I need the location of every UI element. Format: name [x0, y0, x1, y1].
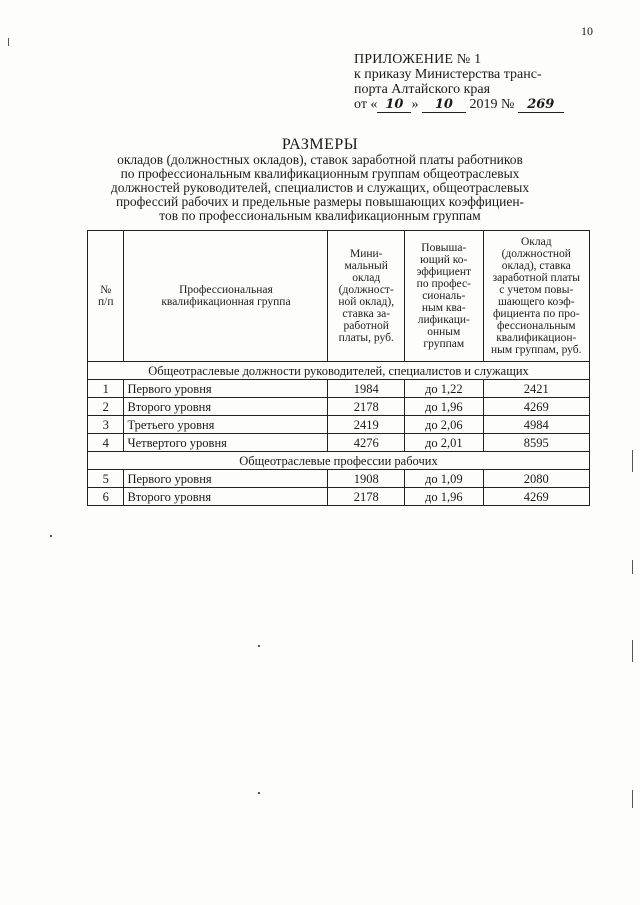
title-line: по профессиональным квалификационным группам общеотраслевых	[120, 166, 520, 181]
appendix-order-line-1: к приказу Министерства транс-	[354, 67, 542, 82]
section-header-row	[88, 452, 590, 470]
header-min-salary	[328, 231, 405, 362]
cell-group: Второго уровня	[124, 488, 328, 506]
header-group	[124, 231, 328, 362]
header-line: Мини-	[349, 248, 383, 260]
date-year: 2019 №	[469, 97, 515, 112]
table-header-row	[88, 231, 590, 362]
cell-total-salary: 4984	[483, 416, 589, 434]
header-line: квалификационная группа	[161, 296, 291, 308]
cell-total-salary: 4269	[483, 488, 589, 506]
cell-coefficient: до 1,09	[405, 470, 484, 488]
date-mid: »	[411, 97, 419, 112]
header-line: Повыша-	[421, 242, 467, 254]
header-num	[88, 231, 124, 362]
cell-num: 5	[88, 470, 124, 488]
header-line: платы, руб.	[338, 332, 394, 344]
table-row	[88, 470, 590, 488]
cell-coefficient: до 2,01	[405, 434, 484, 452]
salary-table	[87, 230, 590, 506]
section-title: Общеотраслевые профессии рабочих	[88, 452, 590, 470]
header-line: оклад	[352, 272, 381, 284]
header-line: ставка за-	[342, 308, 391, 320]
header-line: шающего коэф-	[497, 296, 575, 308]
cell-min-salary: 2178	[328, 398, 405, 416]
section-title: Общеотраслевые должности руководителей, специалистов и служащих	[88, 362, 590, 380]
cell-num: 2	[88, 398, 124, 416]
header-total-salary	[483, 231, 589, 362]
date-prefix: от «	[354, 97, 378, 112]
cell-group: Четвертого уровня	[124, 434, 328, 452]
cell-num: 3	[88, 416, 124, 434]
header-line: ным ква-	[421, 302, 466, 314]
cell-total-salary: 2421	[483, 380, 589, 398]
cell-total-salary: 2080	[483, 470, 589, 488]
cell-num: 1	[88, 380, 124, 398]
table-row	[88, 488, 590, 506]
header-line: ным группам, руб.	[491, 344, 582, 356]
scan-mark	[632, 790, 633, 808]
header-line: п/п	[97, 296, 114, 308]
cell-min-salary: 2178	[328, 488, 405, 506]
cell-group: Первого уровня	[124, 380, 328, 398]
header-line: оклад), ставка	[501, 260, 571, 272]
header-line: Профессиональная	[179, 284, 273, 296]
header-line: лификаци-	[417, 314, 470, 326]
page-number: 10	[581, 24, 593, 38]
table-row	[88, 380, 590, 398]
cell-coefficient: до 2,06	[405, 416, 484, 434]
scan-mark	[258, 645, 260, 647]
handwritten-day: 10	[377, 97, 411, 113]
scan-mark	[258, 792, 260, 794]
scan-mark	[632, 560, 633, 574]
header-line: ющий ко-	[420, 254, 468, 266]
table-row	[88, 434, 590, 452]
title-main: РАЗМЕРЫ	[281, 136, 359, 153]
header-line: онным	[427, 326, 461, 338]
header-line: группам	[423, 338, 465, 350]
cell-total-salary: 4269	[483, 398, 589, 416]
cell-min-salary: 4276	[328, 434, 405, 452]
cell-coefficient: до 1,96	[405, 488, 484, 506]
document-title	[100, 138, 540, 223]
title-line: должностей руководителей, специалистов и служащих, общеотраслевых	[110, 180, 530, 195]
header-line: с учетом повы-	[499, 284, 574, 296]
header-line: ной оклад),	[338, 296, 395, 308]
cell-min-salary: 1908	[328, 470, 405, 488]
header-line: мальный	[344, 260, 388, 272]
scan-mark	[8, 38, 9, 46]
header-line: Оклад	[520, 236, 552, 248]
cell-num: 6	[88, 488, 124, 506]
header-line: №	[100, 284, 112, 296]
cell-num: 4	[88, 434, 124, 452]
header-line: заработной платы	[492, 272, 580, 284]
header-line: работной	[343, 320, 389, 332]
cell-group: Второго уровня	[124, 398, 328, 416]
header-line: эффициент	[416, 266, 471, 278]
cell-group: Третьего уровня	[124, 416, 328, 434]
header-line: по профес-	[416, 278, 471, 290]
header-line: фициента по про-	[492, 308, 580, 320]
appendix-order-line-2: порта Алтайского края	[354, 82, 491, 97]
scan-mark	[632, 640, 633, 662]
scan-mark	[632, 450, 633, 472]
table-row	[88, 416, 590, 434]
header-line: (должностной	[501, 248, 571, 260]
cell-min-salary: 1984	[328, 380, 405, 398]
section-header-row	[88, 362, 590, 380]
header-line: сиональ-	[422, 290, 466, 302]
cell-group: Первого уровня	[124, 470, 328, 488]
header-line: квалификацион-	[496, 332, 577, 344]
header-coefficient	[405, 231, 484, 362]
appendix-header	[354, 52, 604, 113]
handwritten-month: 10	[422, 97, 466, 113]
header-line: (должност-	[338, 284, 394, 296]
title-line: окладов (должностных окладов), ставок заработной платы работников	[117, 152, 523, 167]
header-line: фессиональным	[497, 320, 576, 332]
cell-total-salary: 8595	[483, 434, 589, 452]
appendix-title: ПРИЛОЖЕНИЕ № 1	[354, 52, 482, 67]
scan-mark	[50, 535, 52, 537]
table-row	[88, 398, 590, 416]
cell-min-salary: 2419	[328, 416, 405, 434]
title-line: тов по профессиональным квалификационным группам	[159, 208, 481, 223]
cell-coefficient: до 1,96	[405, 398, 484, 416]
appendix-date-line	[354, 97, 604, 113]
cell-coefficient: до 1,22	[405, 380, 484, 398]
handwritten-order-number: 269	[518, 97, 564, 113]
title-line: профессий рабочих и предельные размеры повышающих коэффициен-	[115, 194, 525, 209]
